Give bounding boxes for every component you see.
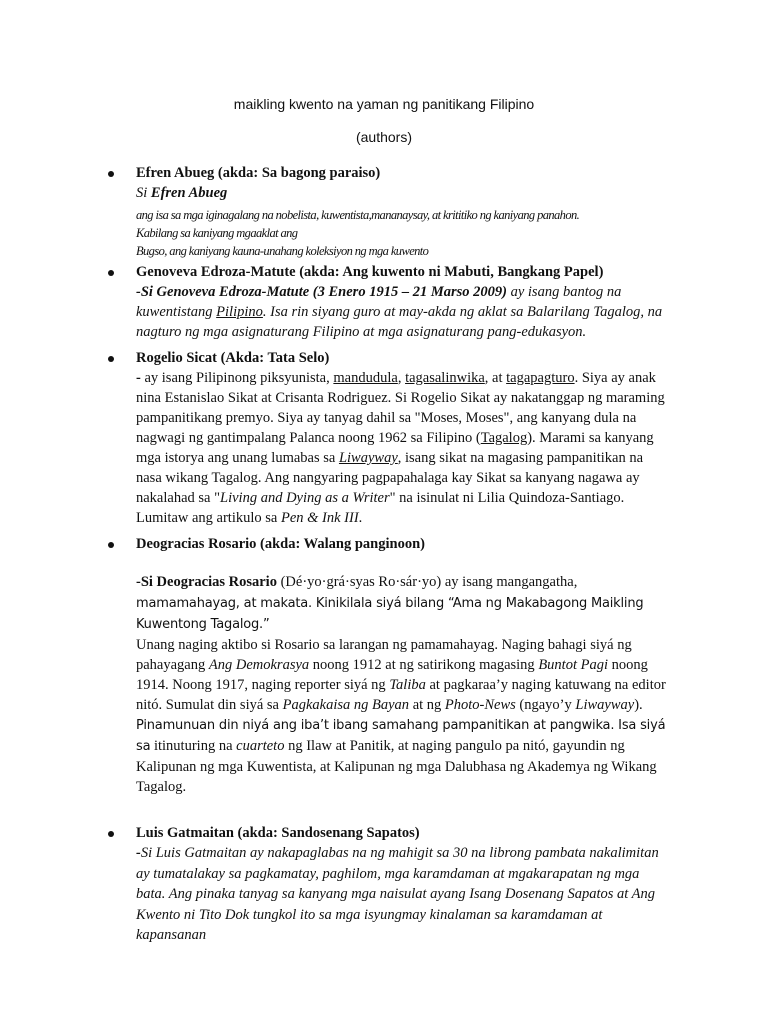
author-list	[108, 160, 668, 946]
author-description-line: ang isa sa mga iginagalang na nobelista, kuwentista,mananaysay, at krititiko ng kaniyang panahon.	[136, 208, 580, 222]
author-heading: Efren Abueg (akda: Sa bagong paraiso)	[136, 165, 381, 181]
bullet-icon	[108, 270, 114, 276]
author-heading: Rogelio Sicat (Akda: Tata Selo)	[136, 350, 330, 366]
author-intro: Si Efren Abueg	[136, 185, 228, 201]
link-pilipino[interactable]: Pilipino	[216, 304, 263, 320]
author-paragraph: Pinamunuan din niyá ang iba’t ibang samahang pampanitikan at pangwika. Isa siyá sa itinuturing na cuarteto ng Ilaw at Panitik, at naging pangulo pa nitó, gayundin ng Kalipunan ng mga Kuwentista, at Kalipunan ng mga Dalubhasa ng Akademya ng Wikang Tagalog.	[136, 718, 666, 795]
bullet-icon	[108, 542, 114, 548]
author-heading: Luis Gatmaitan (akda: Sandosenang Sapatos)	[136, 825, 420, 841]
link-tagapagturo[interactable]: tagapagturo	[506, 370, 575, 386]
bullet-icon	[108, 171, 114, 177]
author-entry-gatmaitan	[108, 823, 668, 946]
author-description-line: Bugso, ang kaniyang kauna-unahang koleksiyon ng mga kuwento	[136, 244, 429, 258]
author-description: -Si Genoveva Edroza-Matute (3 Enero 1915 – 21 Marso 2009) ay isang bantog na kuwentistang Pilipino. Isa rin siyang guro at may-akda ng aklat sa Balarilang Tagalog, na nagturo ng mga asignaturang Filipino at mga asignaturang pang-edukasyon.	[136, 284, 663, 340]
document-title: maikling kwento na yaman ng panitikang Filipino	[233, 96, 535, 112]
author-description: - ay isang Pilipinong piksyunista, mandudula, tagasalinwika, at tagapagturo. Siya ay anak nina Estanislao Sikat at Crisanta Rodriguez. Si Rogelio Sikat ay nakatanggap ng maraming pampanitikang premyo. Siya ay tanyag dahil sa "Moses, Moses", ang kanyang dula na nagwagi ng gantimpalang Palanca noong 1962 sa Filipino (Tagalog). Marami sa kanyang mga istorya ang unang lumabas sa Liwayway, isang sikat na magasing pampanitikan na nasa wikang Tagalog. Ang nangyaring pagpapahalaga kay Sikat sa kanyang nagawa ay nakalahad sa "Living and Dying as a Writer" na isinulat ni Lilia Quindoza-Santiago. Lumitaw ang artikulo sa Pen & Ink III.	[136, 370, 665, 526]
author-entry-sicat	[108, 348, 668, 528]
author-entry-abueg	[108, 163, 668, 260]
author-entry-rosario	[108, 534, 668, 797]
link-tagasalinwika[interactable]: tagasalinwika	[405, 370, 485, 386]
author-paragraph: -Si Deogracias Rosario (Dé·yo·grá·syas Ro·sár·yo) ay isang mangangatha, mamamahayag, at makata. Kinikilala siyá bilang “Ama ng Makabagong Maikling Kuwentong Tagalog.”	[136, 574, 644, 632]
document-subtitle: (authors)	[355, 129, 413, 145]
bullet-icon	[108, 831, 114, 837]
author-entry-matute	[108, 262, 668, 342]
author-description-line: Kabilang sa kaniyang mgaaklat ang	[136, 226, 298, 240]
author-paragraph: Unang naging aktibo si Rosario sa larangan ng pamamahayag. Naging bahagi siyá ng pahayagang Ang Demokrasya noong 1912 at ng satirikong magasing Buntot Pagi noong 1914. Noong 1917, naging reporter siyá ng Taliba at pagkaraa’y naging katuwang na editor nitó. Sumulat din siyá sa Pagkakaisa ng Bayan at ng Photo-News (ngayo’y Liwayway).	[136, 637, 666, 713]
link-mandudula[interactable]: mandudula	[333, 370, 398, 386]
link-tagalog[interactable]: Tagalog	[480, 430, 528, 446]
author-heading: Deogracias Rosario (akda: Walang panginoon)	[136, 536, 425, 552]
author-description: -Si Luis Gatmaitan ay nakapaglabas na ng mahigit sa 30 na librong pambata nakalimitan ay tumatalakay sa pagkamatay, paghilom, mga karamdaman at mgakarapatan ng mga bata. Ang pinaka tanyag sa kanyang mga naisulat ayang Isang Dosenang Sapatos at Ang Kwento ni Tito Dok tungkol ito sa mga isyungmay kinalaman sa karamdaman at kapansanan	[136, 845, 659, 943]
bullet-icon	[108, 356, 114, 362]
link-liwayway[interactable]: Liwayway	[338, 450, 398, 466]
author-heading: Genoveva Edroza-Matute (akda: Ang kuwento ni Mabuti, Bangkang Papel)	[136, 264, 604, 280]
